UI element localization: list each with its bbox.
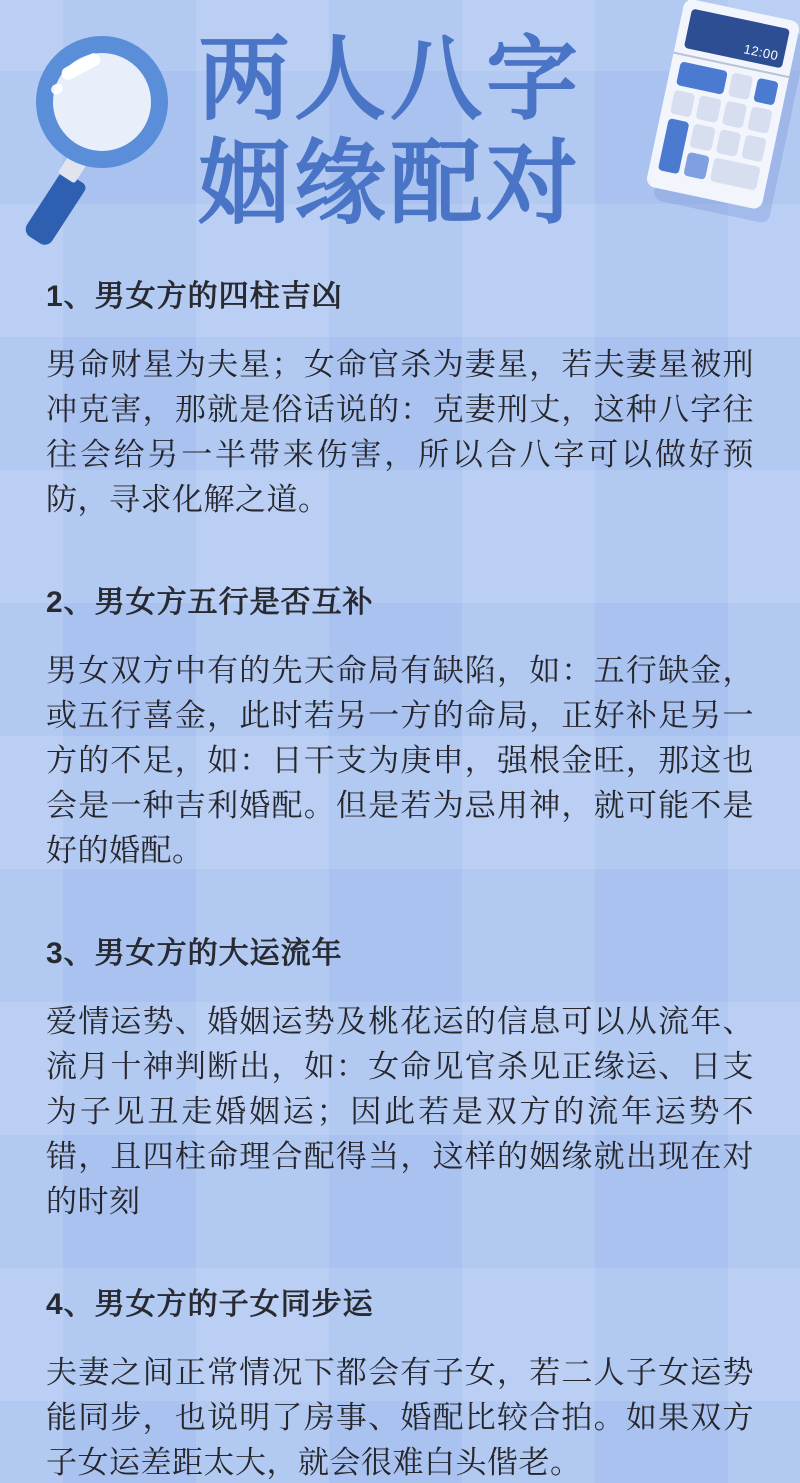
section-body: 男女双方中有的先天命局有缺陷，如：五行缺金，或五行喜金，此时若另一方的命局，正好补足另一方的不足，如：日干支为庚申，强根金旺，那这也会是一种吉利婚配。但是若为忌用神，就可能不是好的婚配。 <box>46 653 754 868</box>
section-body: 男命财星为夫星；女命官杀为妻星，若夫妻星被刑冲克害，那就是俗话说的：克妻刑丈，这种八字往往会给另一半带来伤害，所以合八字可以做好预防，寻求化解之道。 <box>46 347 754 517</box>
section-heading: 4、男女方的子女同步运 <box>46 1288 374 1321</box>
calculator-key <box>676 61 727 94</box>
calculator-key <box>709 157 760 190</box>
magnifier-icon <box>8 22 178 232</box>
page-title-line2: 姻缘配对 <box>198 133 583 235</box>
calculator-key <box>690 124 716 152</box>
calculator-key <box>753 78 779 106</box>
magnifier-handle <box>22 170 87 248</box>
section-heading: 2、男女方五行是否互补 <box>46 586 374 619</box>
page-title-line1: 两人八字 <box>198 29 583 131</box>
content <box>0 276 800 1483</box>
calculator-key <box>741 134 767 162</box>
section-heading: 1、男女方的四柱吉凶 <box>46 280 343 313</box>
section-2 <box>46 582 754 873</box>
calculator-icon <box>645 0 800 210</box>
section-1 <box>46 276 754 522</box>
page-title <box>198 28 618 236</box>
calculator-key <box>670 90 696 118</box>
section-3 <box>46 933 754 1224</box>
calculator-key <box>721 101 747 129</box>
magnifier-lens <box>36 36 168 168</box>
section-body: 夫妻之间正常情况下都会有子女，若二人子女运势能同步，也说明了房事、婚配比较合拍。如果双方子女运差距太大，就会很难白头偕老。 <box>46 1355 754 1480</box>
calculator-key <box>696 95 722 123</box>
calculator-display: 12:00 <box>684 9 790 69</box>
calculator-keys <box>658 61 779 190</box>
calculator-key <box>715 129 741 157</box>
section-heading: 3、男女方的大运流年 <box>46 937 343 970</box>
calculator-key <box>727 72 753 100</box>
calculator-key <box>747 106 773 134</box>
section-body: 爱情运势、婚姻运势及桃花运的信息可以从流年、流月十神判断出，如：女命见官杀见正缘运、日支为子见丑走婚姻运；因此若是双方的流年运势不错，且四柱命理合配得当，这样的姻缘就出现在对的时刻 <box>46 1004 754 1219</box>
calculator-key <box>684 152 710 180</box>
section-4 <box>46 1284 754 1483</box>
